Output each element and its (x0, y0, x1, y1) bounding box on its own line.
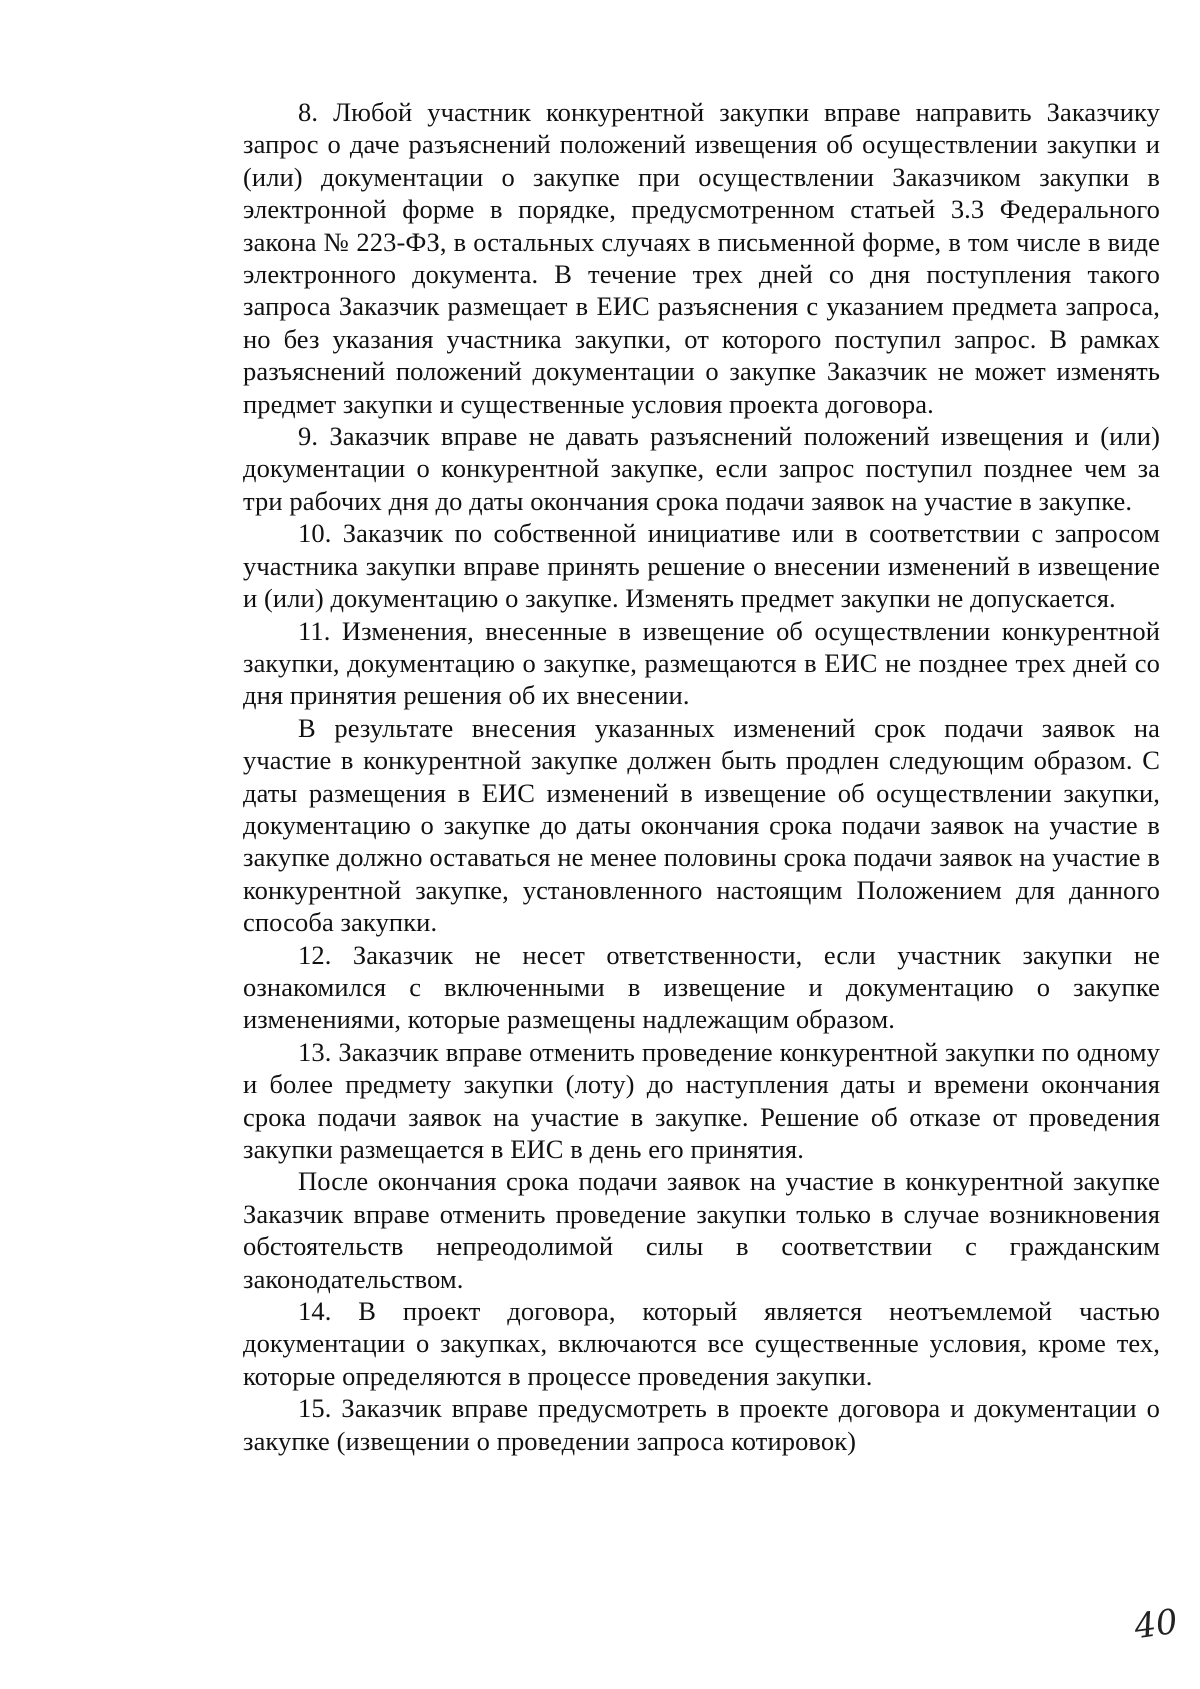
paragraph-10: 10. Заказчик по собственной инициативе или в соответствии с запросом участника закупки вправе принять решение о внесении изменений в извещение и (или) документацию о закупке. Изменять предмет закупки не допускается. (243, 518, 1160, 614)
paragraph-14: 14. В проект договора, который является неотъемлемой частью документации о закупках, включаются все существенные условия, кроме тех, которые определяются в процессе проведения закупки. (243, 1296, 1160, 1391)
paragraph-8: 8. Любой участник конкурентной закупки вправе направить Заказчику запрос о даче разъяснений положений извещения об осуществлении закупки и (или) документации о закупке при осуществлении Заказчиком закупки в электронной форме в порядке, предусмотренном статьей 3.3 Федерального закона № 223-ФЗ, в остальных случаях в письменной форме, в том числе в виде электронного документа. В течение трех дней со дня поступления такого запроса Заказчик размещает в ЕИС разъяснения с указанием предмета запроса, но без указания участника закупки, от которого поступил запрос. В рамках разъяснений положений документации о закупке Заказчик не может изменять предмет закупки и существенные условия проекта договора. (243, 97, 1160, 419)
paragraph-13: 13. Заказчик вправе отменить проведение конкурентной закупки по одному и более предмету закупки (лоту) до наступления даты и времени окончания срока подачи заявок на участие в закупке. Решение об отказе от проведения закупки размещается в ЕИС в день его принятия. (243, 1036, 1160, 1164)
paragraph-11: 11. Изменения, внесенные в извещение об осуществлении конкурентной закупки, документацию о закупке, размещаются в ЕИС не позднее трех дней со дня принятия решения об их внесении. (243, 615, 1160, 711)
document-body (243, 96, 1160, 1457)
paragraph-13-continuation: После окончания срока подачи заявок на участие в конкурентной закупке Заказчик вправе отменить проведение закупки только в случае возникновения обстоятельств непреодолимой силы в соответствии с гражданским законодательством. (243, 1166, 1160, 1294)
handwritten-page-number: 40 (1131, 1601, 1181, 1648)
paragraph-9: 9. Заказчик вправе не давать разъяснений положений извещения и (или) документации о конкурентной закупке, если запрос поступил позднее чем за три рабочих дня до даты окончания срока подачи заявок на участие в закупке. (243, 421, 1160, 516)
paragraph-12: 12. Заказчик не несет ответственности, если участник закупки не ознакомился с включенными в извещение и документацию о закупке изменениями, которые размещены надлежащим образом. (243, 939, 1160, 1035)
paragraph-11-continuation: В результате внесения указанных изменений срок подачи заявок на участие в конкурентной закупке должен быть продлен следующим образом. С даты размещения в ЕИС изменений в извещение об осуществлении закупки, документацию о закупке до даты окончания срока подачи заявок на участие в закупке должно оставаться не менее половины срока подачи заявок на участие в конкурентной закупке, установленного настоящим Положением для данного способа закупки. (243, 712, 1160, 938)
paragraph-15: 15. Заказчик вправе предусмотреть в проекте договора и документации о закупке (извещении о проведении запроса котировок) (243, 1393, 1160, 1456)
